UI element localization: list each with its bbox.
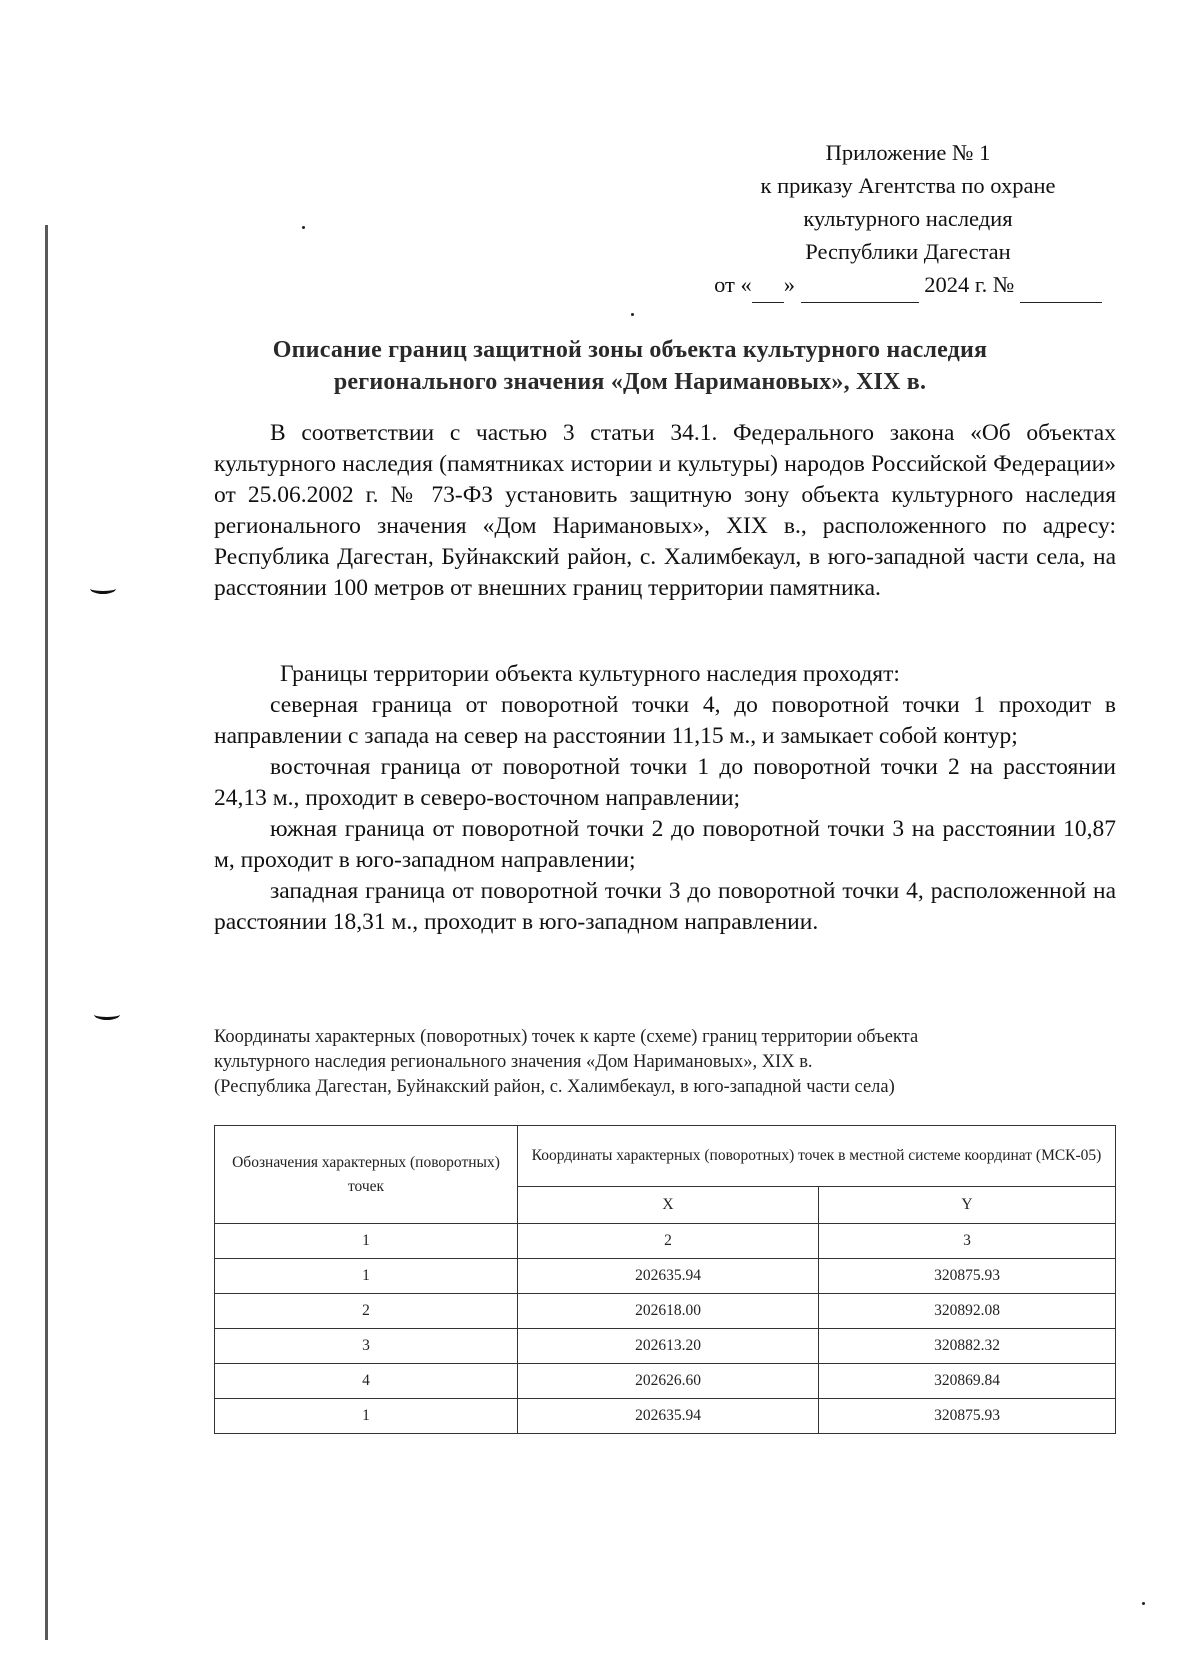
hole-punch-mark	[94, 1009, 120, 1020]
handwritten-month	[801, 269, 919, 303]
handwritten-day	[752, 269, 784, 303]
table-row	[215, 1294, 1116, 1329]
appendix-number: Приложение № 1	[825, 140, 991, 165]
table-cell: 3	[215, 1329, 518, 1364]
table-cell: 320882.32	[819, 1329, 1116, 1364]
table-cell: 2	[215, 1294, 518, 1329]
coordinates-table	[214, 1125, 1116, 1434]
table-cell: 1	[215, 1399, 518, 1434]
table-cell: 320875.93	[819, 1259, 1116, 1294]
table-row	[215, 1259, 1116, 1294]
table-cell: 4	[215, 1364, 518, 1399]
title-line-2: регионального значения «Дом Наримановых», XIX в.	[333, 369, 927, 395]
table-cell: 320892.08	[819, 1294, 1116, 1329]
table-cell: 202635.94	[518, 1399, 819, 1434]
date-prefix: от «	[714, 272, 752, 297]
table-cell: 320875.93	[819, 1399, 1116, 1434]
coordinates-column-header: Координаты характерных (поворотных) точек в местной системе координат (МСК-05)	[518, 1126, 1116, 1187]
table-row	[215, 1329, 1116, 1364]
table-cell: 202635.94	[518, 1259, 819, 1294]
order-reference-region: Республики Дагестан	[805, 239, 1011, 264]
order-reference: к приказу Агентства по охране	[760, 173, 1056, 198]
order-date-line	[708, 268, 1108, 303]
caption-line-3: (Республика Дагестан, Буйнакский район, с. Халимбекаул, в юго-западной части села)	[214, 1077, 895, 1097]
date-sep: »	[783, 272, 795, 297]
caption-line-1: Координаты характерных (поворотных) точек к карте (схеме) границ территории объекта	[214, 1027, 919, 1047]
table-cell: 1	[215, 1259, 518, 1294]
boundaries-intro: Границы территории объекта культурного наследия проходят:	[280, 661, 900, 687]
points-column-header: Обозначения характерных (поворотных) точек	[215, 1126, 518, 1224]
x-column-header: X	[518, 1187, 819, 1224]
scan-speck	[631, 313, 634, 316]
paragraph-1: В соответствии с частью 3 статьи 34.1. Федерального закона «Об объектах культурного наследия (памятниках истории и культуры) народов Российской Федерации» от 25.06.2002 г. № 73-ФЗ установить защитную зону объекта культурного наследия регионального значения «Дом Наримановых», XIX в., расположенного по адресу: Республика Дагестан, Буйнакский район, с. Халимбекаул, в юго-западной части села, на расстоянии 100 метров от внешних границ территории памятника.	[214, 420, 1116, 601]
document-title	[180, 334, 1080, 398]
scan-speck	[1142, 1602, 1145, 1605]
table-row	[215, 1224, 1116, 1259]
legal-basis-paragraph	[214, 418, 1116, 604]
table-cell: 2	[518, 1224, 819, 1259]
date-year: 2024 г. №	[924, 272, 1015, 297]
hole-punch-mark	[90, 583, 116, 594]
handwritten-order-number	[1020, 269, 1102, 303]
table-row	[215, 1364, 1116, 1399]
y-column-header: Y	[819, 1187, 1116, 1224]
scan-speck	[302, 226, 305, 229]
scan-edge-line	[45, 225, 48, 1640]
order-reference-cont: культурного наследия	[803, 206, 1013, 231]
table-cell: 1	[215, 1224, 518, 1259]
table-cell: 202626.60	[518, 1364, 819, 1399]
boundaries-section	[214, 659, 1116, 938]
south-boundary: южная граница от поворотной точки 2 до поворотной точки 3 на расстоянии 10,87 м, проходит в юго-западном направлении;	[214, 816, 1116, 873]
caption-line-2: культурного наследия регионального значения «Дом Наримановых», XIX в.	[214, 1052, 813, 1072]
table-cell: 202618.00	[518, 1294, 819, 1329]
appendix-header	[708, 136, 1108, 303]
west-boundary: западная граница от поворотной точки 3 до поворотной точки 4, расположенной на расстоянии 18,31 м., проходит в юго-западном направлении.	[214, 878, 1116, 935]
table-row	[215, 1399, 1116, 1434]
table-cell: 202613.20	[518, 1329, 819, 1364]
table-caption	[214, 1025, 1114, 1100]
title-line-1: Описание границ защитной зоны объекта культурного наследия	[272, 337, 988, 363]
north-boundary: северная граница от поворотной точки 4, до поворотной точки 1 проходит в направлении с запада на север на расстоянии 11,15 м., и замыкает собой контур;	[214, 692, 1116, 749]
table-cell: 3	[819, 1224, 1116, 1259]
east-boundary: восточная граница от поворотной точки 1 до поворотной точки 2 на расстоянии 24,13 м., проходит в северо-восточном направлении;	[214, 754, 1116, 811]
table-cell: 320869.84	[819, 1364, 1116, 1399]
